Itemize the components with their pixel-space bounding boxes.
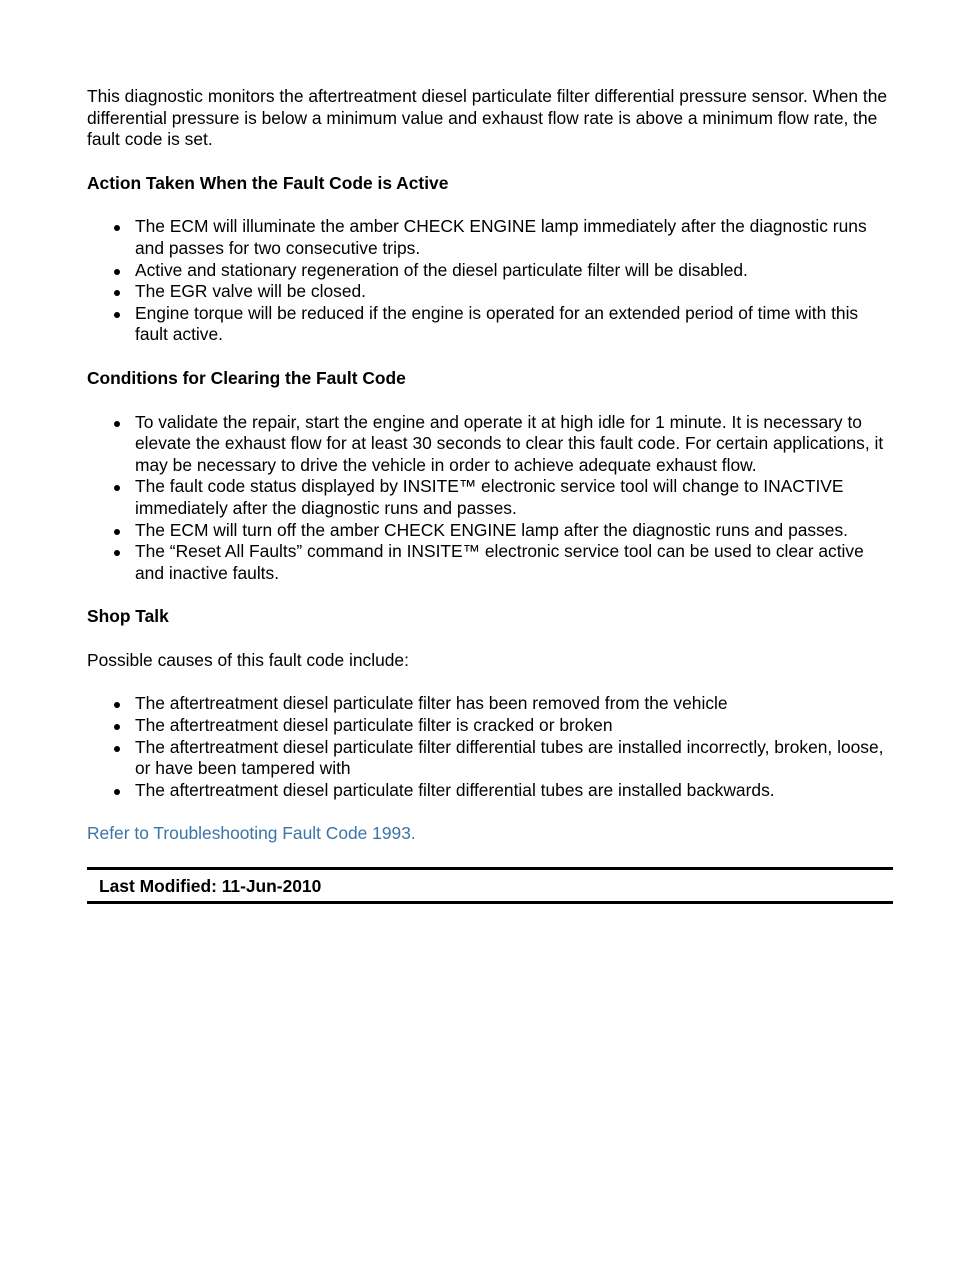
list-item: To validate the repair, start the engine and operate it at high idle for 1 minute. It is necessary to elevate the exhaust flow for at least 30 seconds to clear this fault code. For certain applications, it may be necessary to drive the vehicle in order to achieve adequate exhaust flow.: [87, 412, 893, 477]
bullet-icon: [114, 746, 120, 752]
list-item: The aftertreatment diesel particulate filter differential tubes are installed backwards.: [87, 780, 893, 802]
bullet-icon: [114, 421, 120, 427]
bullet-icon: [114, 789, 120, 795]
list-item: The ECM will turn off the amber CHECK ENGINE lamp after the diagnostic runs and passes.: [87, 520, 893, 542]
list-item: Active and stationary regeneration of the diesel particulate filter will be disabled.: [87, 260, 893, 282]
document-page: [87, 86, 893, 904]
list-item: The EGR valve will be closed.: [87, 281, 893, 303]
bullet-icon: [114, 724, 120, 730]
list-item: The fault code status displayed by INSITE™ electronic service tool will change to INACTIVE immediately after the diagnostic runs and passes.: [87, 476, 893, 519]
troubleshooting-link[interactable]: Refer to Troubleshooting Fault Code 1993.: [87, 823, 416, 844]
bullet-icon: [114, 702, 120, 708]
list-item: The ECM will illuminate the amber CHECK ENGINE lamp immediately after the diagnostic runs and passes for two consecutive trips.: [87, 216, 893, 259]
intro-paragraph: This diagnostic monitors the aftertreatment diesel particulate filter differential pressure sensor. When the differential pressure is below a minimum value and exhaust flow rate is above a minimum flow rate, the fault code is set.: [87, 86, 888, 150]
bullet-icon: [114, 269, 120, 275]
bullet-icon: [114, 550, 120, 556]
bullet-icon: [114, 225, 120, 231]
clearing-list: [87, 412, 893, 585]
list-item: The “Reset All Faults” command in INSITE™ electronic service tool can be used to clear active and inactive faults.: [87, 541, 893, 584]
bullet-icon: [114, 529, 120, 535]
list-item: The aftertreatment diesel particulate filter has been removed from the vehicle: [87, 693, 893, 715]
last-modified-bar: [87, 867, 893, 904]
action-heading: Action Taken When the Fault Code is Active: [87, 172, 449, 193]
bullet-icon: [114, 312, 120, 318]
list-item: The aftertreatment diesel particulate filter differential tubes are installed incorrectly, broken, loose, or have been tampered with: [87, 737, 893, 780]
causes-list: [87, 693, 893, 801]
action-list: [87, 216, 893, 346]
list-item: The aftertreatment diesel particulate filter is cracked or broken: [87, 715, 893, 737]
bullet-icon: [114, 290, 120, 296]
shop-talk-intro: Possible causes of this fault code include:: [87, 649, 409, 670]
list-item: Engine torque will be reduced if the engine is operated for an extended period of time with this fault active.: [87, 303, 893, 346]
shop-talk-heading: Shop Talk: [87, 606, 169, 627]
last-modified-label: Last Modified: 11-Jun-2010: [99, 876, 322, 897]
bullet-icon: [114, 485, 120, 491]
clearing-heading: Conditions for Clearing the Fault Code: [87, 367, 406, 388]
